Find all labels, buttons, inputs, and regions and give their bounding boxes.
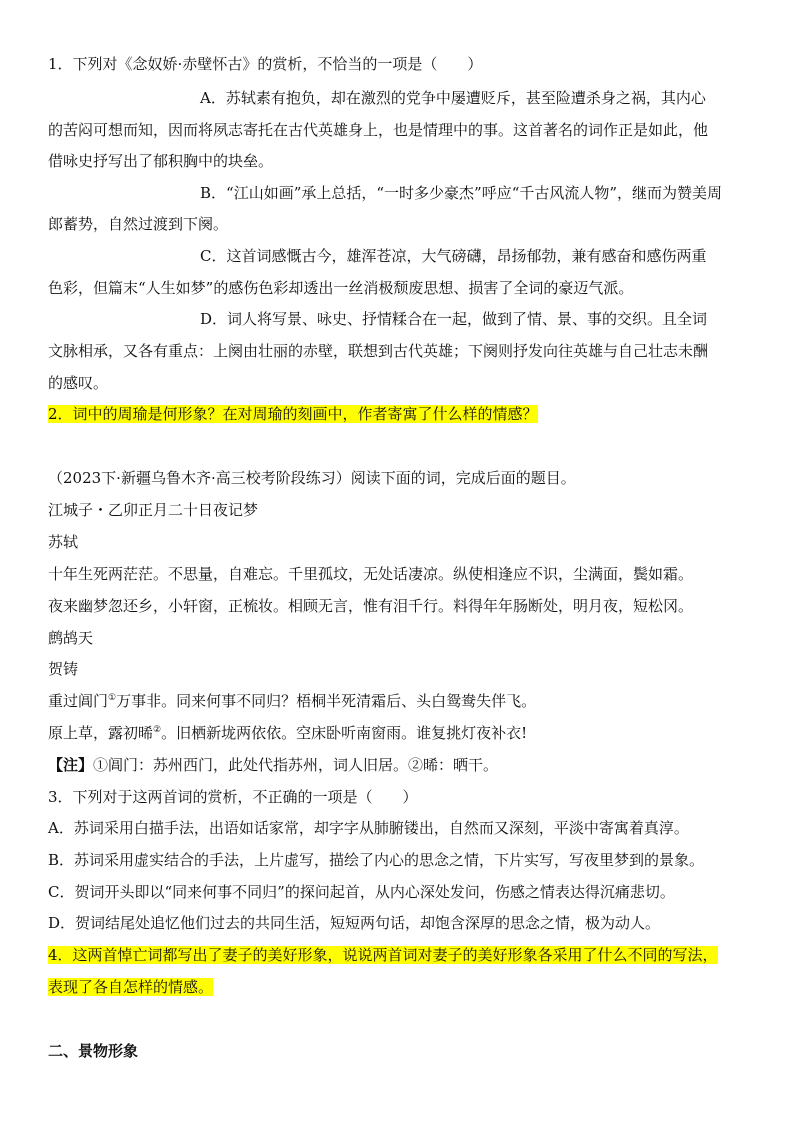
annotation-text: ①阊门：苏州西门，此处代指苏州，词人旧居。②晞：晒干。 <box>93 756 499 774</box>
question-1-option-a-line: 借咏史抒写出了郁积胸中的块垒。 <box>48 152 274 170</box>
annotation <box>48 755 748 775</box>
question-1-option-c-line: 色彩，但篇末“人生如梦”的感伤色彩却透出一丝消极颓废思想、损害了全词的豪迈气派。 <box>48 279 634 297</box>
highlighted-text: 表现了各自怎样的情感。 <box>48 978 214 996</box>
question-1-option-d-line: 的感叹。 <box>48 374 109 392</box>
question-3-option-a: A．苏词采用白描手法，出语如话家常，却字字从肺腑镂出，自然而又深刻，平淡中寄寓着真淳。 <box>48 819 689 837</box>
question-3-option-b: B．苏词采用虚实结合的手法，上片虚写，描绘了内心的思念之情，下片实写，写夜里梦到的景象。 <box>48 851 705 869</box>
poem-2-author: 贺铸 <box>48 660 79 678</box>
section-heading: 二、景物形象 <box>48 1042 139 1060</box>
question-1-option-b: B．“江山如画”承上总括，“一时多少豪杰”呼应“千古风流人物”，继而为赞美周 <box>200 184 723 202</box>
question-1-option-c: C．这首词感慨古今，雄浑苍凉，大气磅礴，昂扬郁勃，兼有感奋和感伤两重 <box>200 247 707 265</box>
highlighted-text: 4．这两首悼亡词都写出了妻子的美好形象，说说两首词对妻子的美好形象各采用了什么不同的写法， <box>48 946 718 964</box>
poem-2-line <box>48 723 748 743</box>
annotation-label: 【注】 <box>48 756 94 774</box>
question-4 <box>48 945 748 965</box>
poem-2-text: 。旧栖新垅两依依。空床卧听南窗雨。谁复挑灯夜补衣! <box>161 724 528 742</box>
question-2 <box>48 404 748 424</box>
poem-2-title: 鹧鸪天 <box>48 629 94 647</box>
question-4-line <box>48 977 748 997</box>
poem-1-line: 夜来幽梦忽还乡，小轩窗，正梳妆。相顾无言，惟有泪千行。料得年年肠断处，明月夜，短松冈。 <box>48 597 694 615</box>
poem-1-author: 苏轼 <box>48 533 79 551</box>
poem-2-line <box>48 691 748 711</box>
question-1-option-d: D．词人将写景、咏史、抒情糅合在一起，做到了情、景、事的交织。且全词 <box>200 310 708 328</box>
question-3-stem: 3．下列对于这两首词的赏析，不正确的一项是（ ） <box>48 788 418 806</box>
footnote-marker: ① <box>108 693 117 703</box>
highlighted-text: 2．词中的周瑜是何形象？在对周瑜的刻画中，作者寄寓了什么样的情感？ <box>48 405 538 423</box>
question-1-option-d-line: 文脉相承，又各有重点：上阕由壮丽的赤壁，联想到古代英雄；下阕则抒发向往英雄与自己壮志未酬 <box>48 342 709 360</box>
question-3-option-c: C．贺词开头即以“同来何事不同归”的探问起首，从内心深处发问，伤感之情表达得沉痛悲切。 <box>48 883 675 901</box>
poem-1-title: 江城子・乙卯正月二十日夜记梦 <box>48 501 259 519</box>
poem-2-text: 万事非。同来何事不同归？梧桐半死清霜后、头白鸳鸯失伴飞。 <box>116 692 537 710</box>
poem-1-line: 十年生死两茫茫。不思量，自难忘。千里孤坟，无处话凄凉。纵使相逢应不识，尘满面，鬓如霜。 <box>48 565 694 583</box>
question-1-option-b-line: 郎蓄势，自然过渡到下阕。 <box>48 215 229 233</box>
footnote-marker: ② <box>153 725 162 735</box>
question-1-stem: 1．下列对《念奴娇·赤壁怀古》的赏析，不恰当的一项是（ ） <box>48 55 483 73</box>
question-3-option-d: D．贺词结尾处追忆他们过去的共同生活，短短两句话，却饱含深厚的思念之情，极为动人。 <box>48 914 661 932</box>
passage-source: （2023下·新疆乌鲁木齐·高三校考阶段练习）阅读下面的词，完成后面的题目。 <box>48 469 576 487</box>
question-1-option-a: A．苏轼素有抱负，却在激烈的党争中屡遭贬斥，甚至险遭杀身之祸，其内心 <box>200 89 706 107</box>
question-1-option-a-line: 的苦闷可想而知，因而将夙志寄托在古代英雄身上，也是情理中的事。这首著名的词作正是如此，他 <box>48 121 709 139</box>
poem-2-text: 重过阊门 <box>48 692 109 710</box>
poem-2-text: 原上草，露初晞 <box>48 724 154 742</box>
